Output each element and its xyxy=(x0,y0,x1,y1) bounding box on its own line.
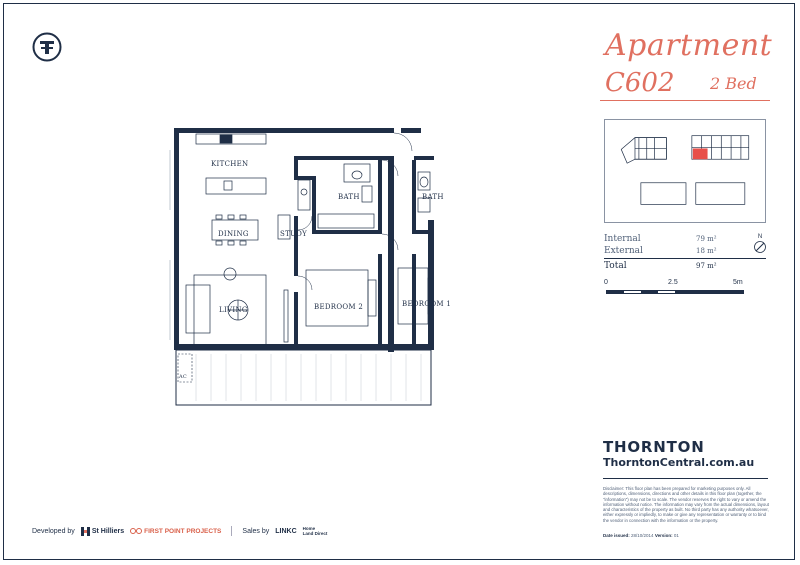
first-point-text: FIRST POINT PROJECTS xyxy=(144,527,222,535)
sales-by-label: Sales by xyxy=(242,527,270,535)
footer-divider xyxy=(231,526,232,536)
area-schedule xyxy=(604,233,766,272)
doc-version-value: 01 xyxy=(673,533,679,538)
room-label-ac: AC xyxy=(179,374,188,380)
scale-label-min: 0 xyxy=(604,279,608,286)
area-internal-label: Internal xyxy=(604,234,641,244)
room-label-living: LIVING xyxy=(219,306,248,314)
brand-name: THORNTON xyxy=(603,438,705,456)
first-point-icon xyxy=(130,527,142,535)
scale-label-max: 5m xyxy=(733,279,743,286)
scale-bar xyxy=(604,279,744,299)
area-total-value: 97 m² xyxy=(696,262,717,270)
doc-version-label: Version: xyxy=(654,533,673,538)
st-hilliers-logo xyxy=(81,527,124,536)
balcony xyxy=(176,350,431,405)
home-land-direct-logo xyxy=(303,526,328,536)
hld-line2: Land Direct xyxy=(302,531,328,536)
room-label-dining: DINING xyxy=(218,230,249,238)
room-label-bath-left: BATH xyxy=(338,193,360,201)
title-apartment: Apartment xyxy=(605,28,773,63)
area-row-total xyxy=(604,258,766,272)
laundry xyxy=(298,180,310,210)
st-hilliers-icon xyxy=(81,527,90,536)
area-total-label: Total xyxy=(604,261,627,271)
bath-right-fixtures xyxy=(418,172,430,212)
area-internal-value: 79 m² xyxy=(696,235,717,243)
key-plan xyxy=(604,119,766,223)
highlighted-unit xyxy=(693,148,708,159)
title-unit: C602 xyxy=(605,68,675,98)
room-label-bath-right: BATH xyxy=(422,193,444,201)
doc-date-value: 28/10/2014 xyxy=(631,533,654,538)
title-rule xyxy=(600,100,770,101)
area-row-external xyxy=(604,245,766,257)
area-external-value: 18 m² xyxy=(696,247,717,255)
st-hilliers-text: St Hilliers xyxy=(91,527,125,535)
scale-bar-track xyxy=(606,290,744,294)
developed-by-label: Developed by xyxy=(32,527,75,535)
scale-label-mid: 2.5 xyxy=(668,279,678,286)
room-label-study: STUDY xyxy=(280,230,308,238)
area-row-internal xyxy=(604,233,766,245)
room-label-bedroom-1: BEDROOM 1 xyxy=(402,300,452,308)
footer-credits xyxy=(32,524,327,538)
room-label-bedroom-2: BEDROOM 2 xyxy=(314,303,364,311)
floor-plan xyxy=(166,120,452,410)
thornton-logo-icon xyxy=(32,32,62,62)
first-point-logo xyxy=(130,527,221,535)
brand-rule xyxy=(603,478,768,479)
brand-url[interactable]: ThorntonCentral.com.au xyxy=(603,456,755,469)
title-beds: 2 Bed xyxy=(710,74,757,93)
document-meta xyxy=(603,533,679,538)
north-label: N xyxy=(757,234,763,240)
area-external-label: External xyxy=(604,246,643,256)
hld-line1: Home xyxy=(302,526,316,531)
room-label-kitchen: KITCHEN xyxy=(211,160,249,168)
north-arrow-icon xyxy=(752,232,768,254)
link-logo: LINKC xyxy=(275,527,297,535)
doc-date-label: Date issued: xyxy=(603,533,630,538)
disclaimer-text: Disclaimer: This floor plan has been prepared for marketing purposes only. All descriptions, dimensions, directions and other details in this floor plan (together, the "information") may not be to scale. The vendor reserves the right to vary or amend the information without notice. The information may vary from the actual dimensions, layout and characteristics of the property as built. No third party has any authority whatsoever, either expressly or impliedly, to make or give any representation or warranty or to bind the vendor in connection with the information or the property. xyxy=(603,486,769,523)
